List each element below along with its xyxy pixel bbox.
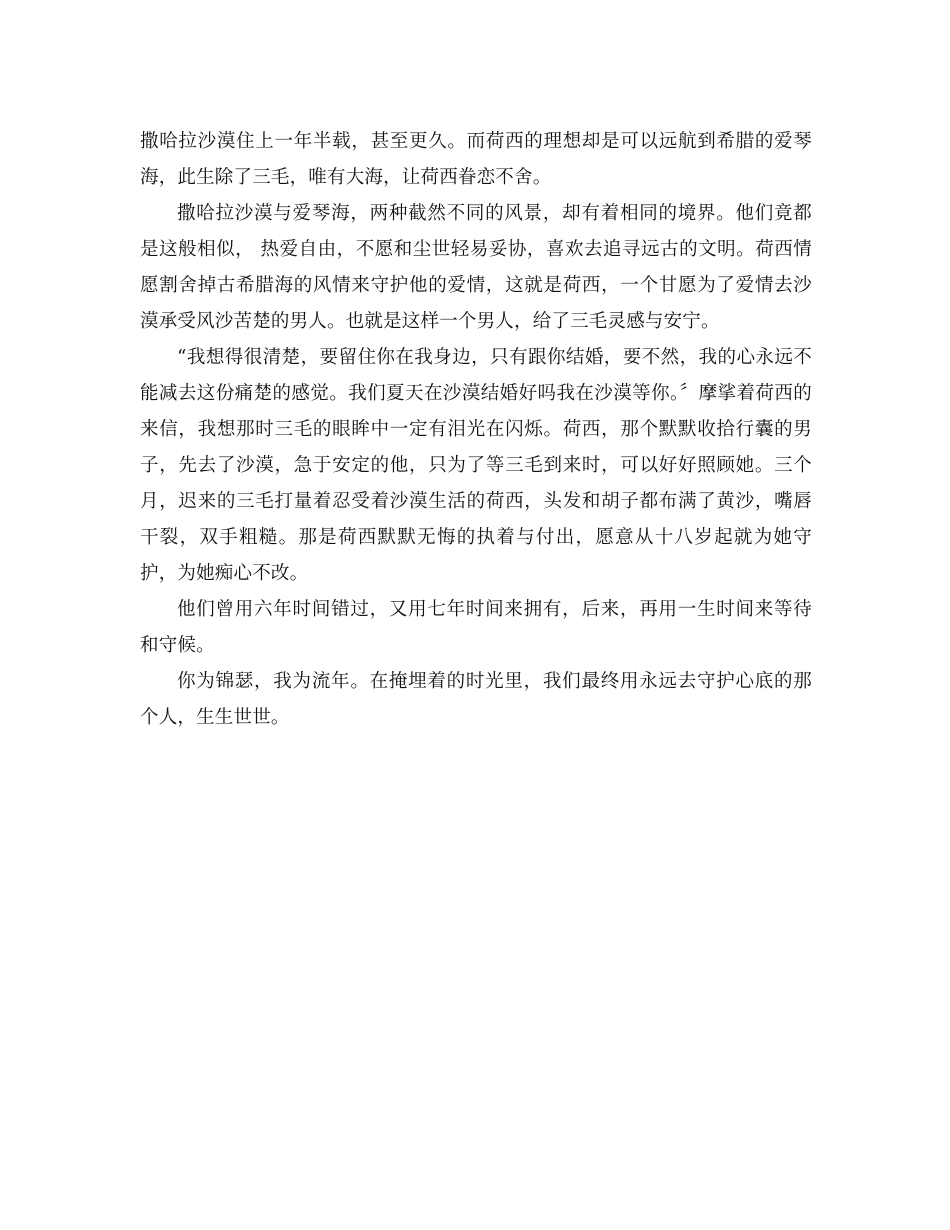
- document-body: [140, 124, 812, 736]
- paragraph-continued: 撒哈拉沙漠住上一年半载，甚至更久。而荷西的理想却是可以远航到希腊的爱琴海，此生除了三毛，唯有大海，让荷西眷恋不舍。: [140, 131, 812, 188]
- paragraph: 撒哈拉沙漠与爱琴海，两种截然不同的风景，却有着相同的境界。他们竟都是这般相似， 热爱自由，不愿和尘世轻易妥协，喜欢去追寻远古的文明。荷西情愿割舍掉古希腊海的风情来守护他的爱情，这就是荷西，一个甘愿为了爱情去沙漠承受风沙苦楚的男人。也就是这样一个男人，给了三毛灵感与安宁。: [140, 203, 812, 332]
- paragraph: 你为锦瑟，我为流年。在掩埋着的时光里，我们最终用永远去守护心底的那个人，生生世世。: [140, 671, 812, 728]
- paragraph: “我想得很清楚，要留住你在我身边，只有跟你结婚，要不然，我的心永远不能减去这份痛楚的感觉。我们夏天在沙漠结婚好吗我在沙漠等你。〞摩挲着荷西的来信，我想那时三毛的眼眸中一定有泪光在闪烁。荷西，那个默默收拾行囊的男子，先去了沙漠，急于安定的他，只为了等三毛到来时，可以好好照顾她。三个月，迟来的三毛打量着忍受着沙漠生活的荷西，头发和胡子都布满了黄沙，嘴唇干裂，双手粗糙。那是荷西默默无悔的执着与付出，愿意从十八岁起就为她守护，为她痴心不改。: [140, 347, 812, 584]
- paragraph: 他们曾用六年时间错过，又用七年时间来拥有，后来，再用一生时间来等待和守候。: [140, 599, 812, 656]
